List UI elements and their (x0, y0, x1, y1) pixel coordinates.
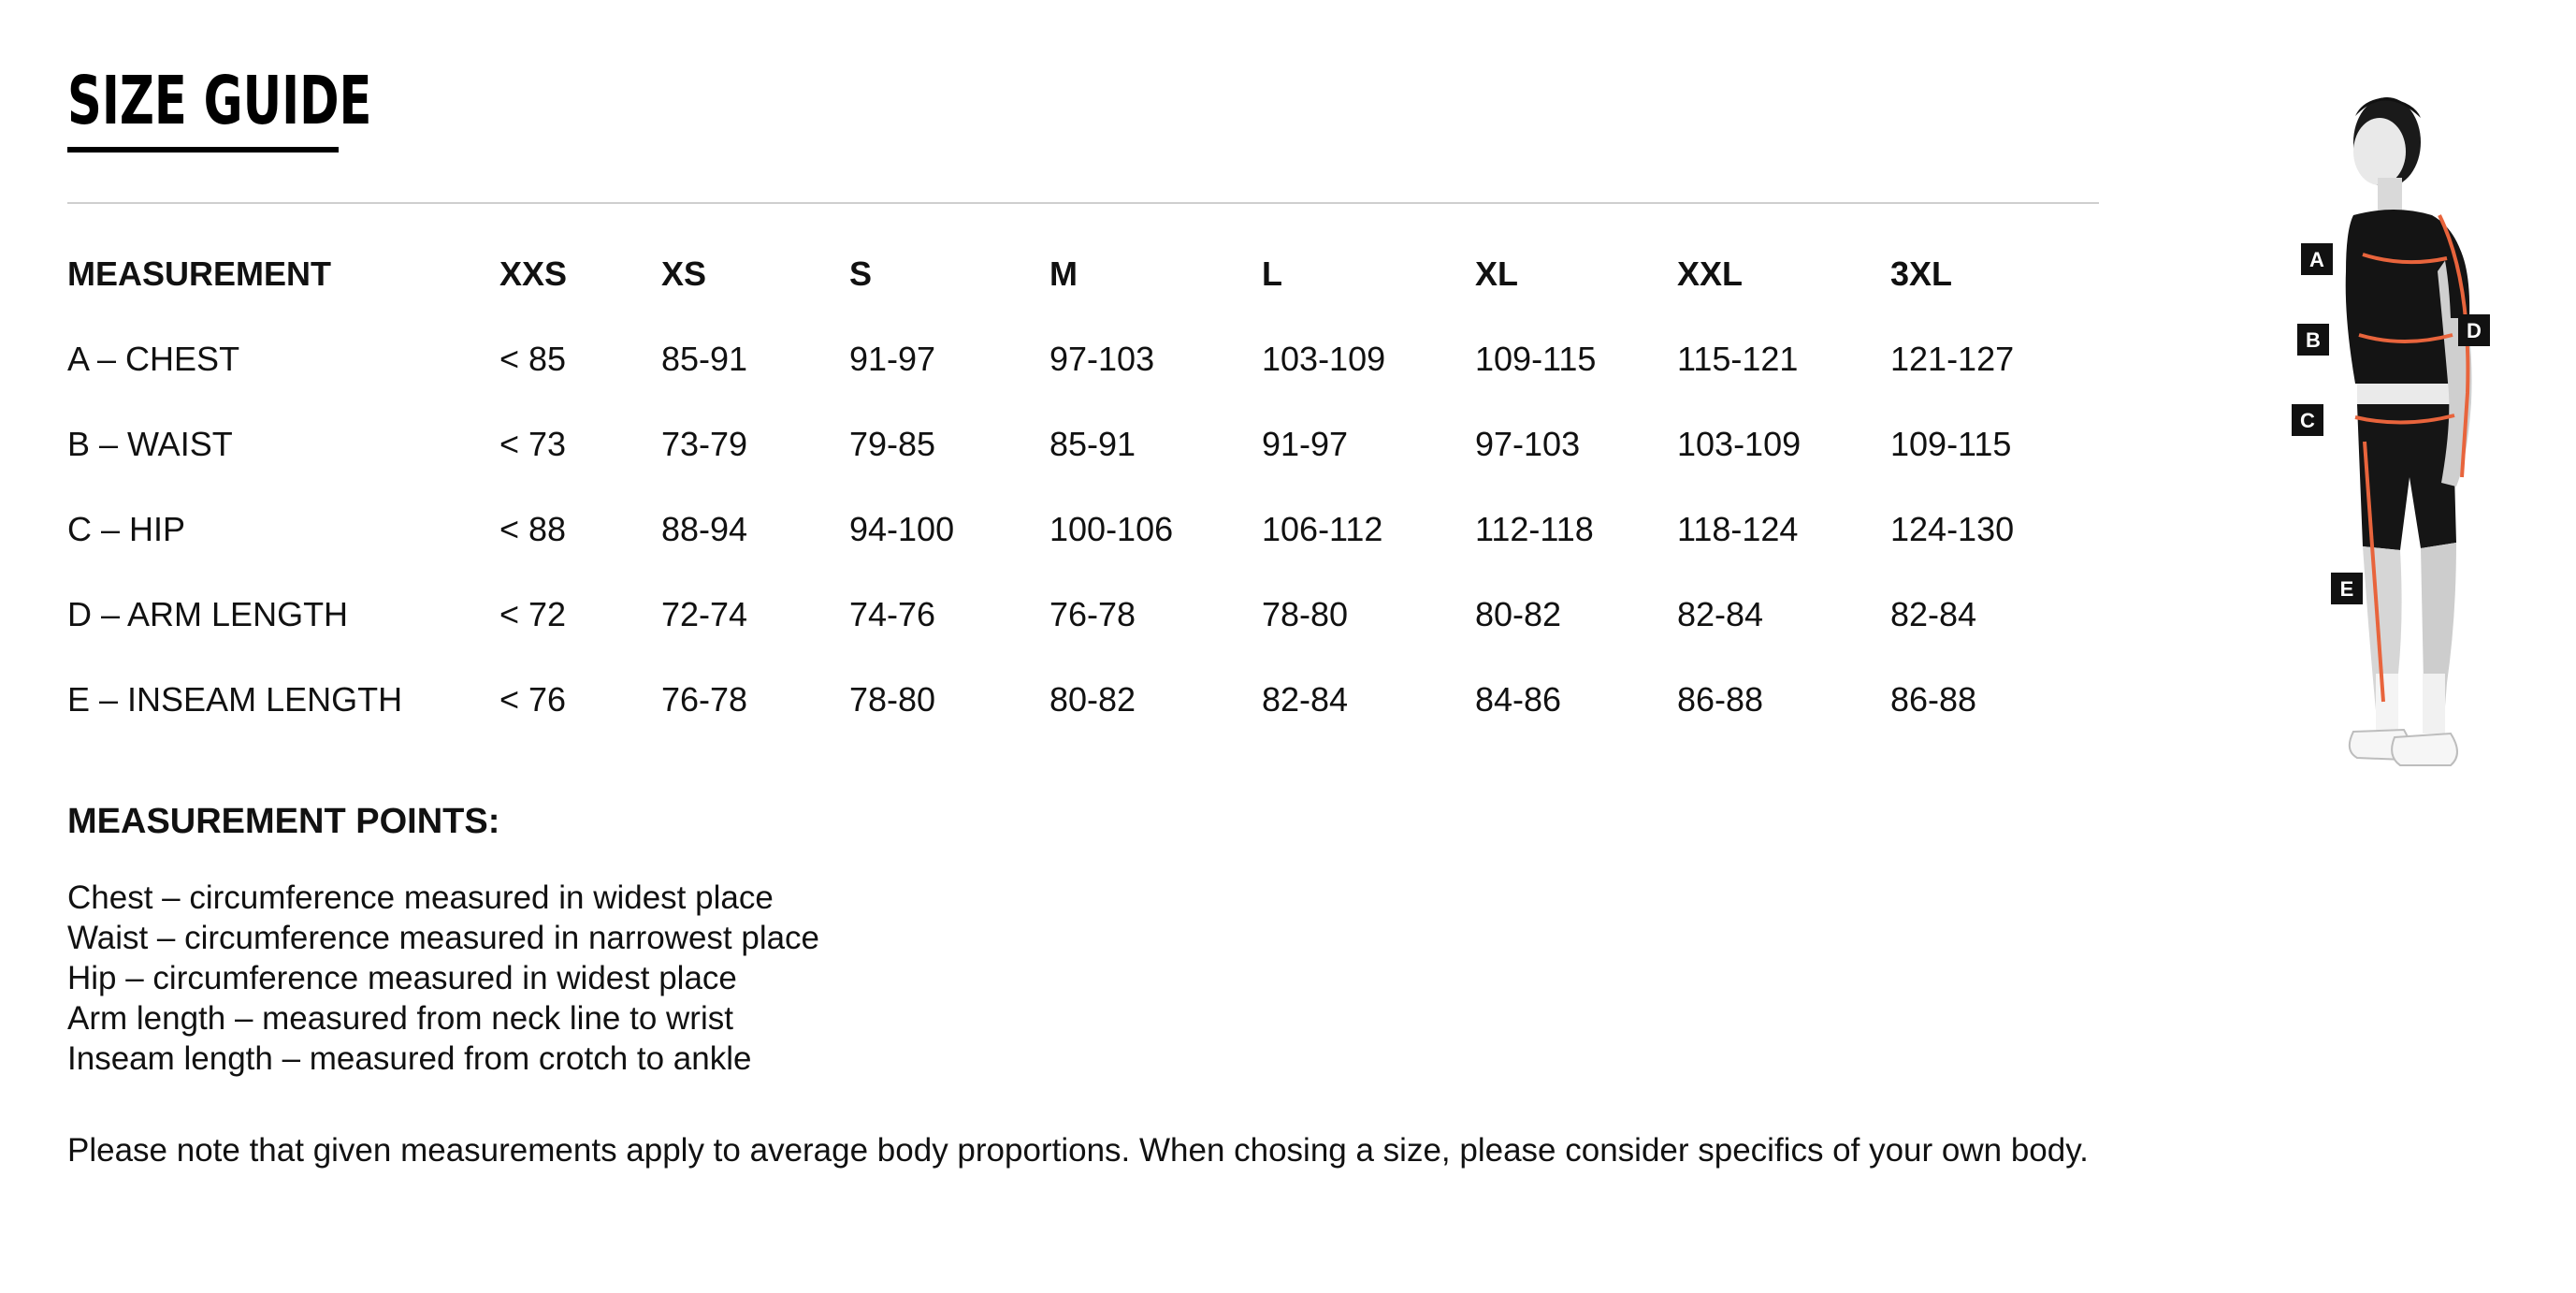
measurement-points-heading: MEASUREMENT POINTS: (67, 802, 500, 841)
size-table (67, 232, 2099, 742)
table-cell: 86-88 (1677, 679, 1764, 719)
fit-note: Please note that given measurements apply to average body proportions. When chosing a size, please consider specifics of your own body. (67, 1132, 2089, 1169)
marker-a: A (2309, 248, 2324, 271)
table-row (67, 487, 2099, 572)
body-measurement-figure (2170, 37, 2544, 805)
table-cell: 80-82 (1049, 679, 1136, 719)
table-cell: 91-97 (1262, 424, 1349, 463)
row-label: E – INSEAM LENGTH (67, 679, 403, 719)
marker-d: D (2467, 319, 2482, 342)
column-header: XXS (499, 254, 568, 293)
table-row (67, 401, 2099, 487)
table-cell: 86-88 (1890, 679, 1977, 719)
column-header: XXL (1677, 254, 1744, 293)
table-cell: 79-85 (849, 424, 936, 463)
table-cell: 118-124 (1677, 509, 1799, 548)
table-cell: 76-78 (1049, 594, 1136, 633)
table-cell: < 85 (499, 339, 567, 378)
list-item: Waist – circumference measured in narrowest place (67, 920, 820, 956)
table-cell: 72-74 (661, 594, 748, 633)
table-cell: < 88 (499, 509, 567, 548)
column-header: XS (661, 254, 707, 293)
list-item: Chest – circumference measured in widest place (67, 879, 774, 916)
column-header: 3XL (1890, 254, 1953, 293)
table-cell: < 72 (499, 594, 567, 633)
table-cell: 85-91 (1049, 424, 1136, 463)
marker-e: E (2339, 577, 2354, 601)
table-cell: 100-106 (1049, 509, 1174, 548)
table-cell: 91-97 (849, 339, 936, 378)
table-cell: 109-115 (1890, 424, 2012, 463)
table-cell: 82-84 (1262, 679, 1349, 719)
table-cell: 82-84 (1677, 594, 1764, 633)
table-cell: 76-78 (661, 679, 748, 719)
column-header: L (1262, 254, 1282, 293)
column-header: MEASUREMENT (67, 254, 332, 293)
list-item: Inseam length – measured from crotch to ankle (67, 1040, 752, 1077)
table-cell: 97-103 (1049, 339, 1155, 378)
table-cell: < 76 (499, 679, 567, 719)
table-cell: 97-103 (1475, 424, 1581, 463)
row-label: B – WAIST (67, 424, 233, 463)
table-row (67, 572, 2099, 657)
table-cell: 109-115 (1475, 339, 1597, 378)
row-label: D – ARM LENGTH (67, 594, 349, 633)
column-header: M (1049, 254, 1078, 293)
table-cell: 106-112 (1262, 509, 1383, 548)
table-cell: 84-86 (1475, 679, 1562, 719)
table-cell: < 73 (499, 424, 567, 463)
table-cell: 94-100 (849, 509, 955, 548)
measurement-points-list (67, 878, 819, 1079)
table-cell: 88-94 (661, 509, 748, 548)
list-item: Hip – circumference measured in widest place (67, 960, 737, 996)
title-underline (67, 147, 339, 153)
column-header: XL (1475, 254, 1519, 293)
table-cell: 124-130 (1890, 509, 2015, 548)
marker-b: B (2306, 328, 2321, 352)
row-label: C – HIP (67, 509, 186, 548)
table-cell: 73-79 (661, 424, 748, 463)
page-title: SIZE GUIDE (67, 62, 372, 139)
table-cell: 112-118 (1475, 509, 1594, 548)
table-header-row (67, 232, 2099, 316)
table-cell: 78-80 (849, 679, 936, 719)
row-label: A – CHEST (67, 339, 240, 378)
table-row (67, 316, 2099, 401)
table-cell: 103-109 (1262, 339, 1386, 378)
table-row (67, 657, 2099, 742)
table-cell: 103-109 (1677, 424, 1802, 463)
table-cell: 78-80 (1262, 594, 1349, 633)
table-cell: 80-82 (1475, 594, 1562, 633)
table-cell: 82-84 (1890, 594, 1977, 633)
table-cell: 115-121 (1677, 339, 1799, 378)
column-header: S (849, 254, 873, 293)
table-cell: 121-127 (1890, 339, 2015, 378)
table-cell: 85-91 (661, 339, 748, 378)
marker-c: C (2300, 409, 2315, 432)
list-item: Arm length – measured from neck line to wrist (67, 1000, 733, 1037)
divider (67, 202, 2099, 204)
table-cell: 74-76 (849, 594, 936, 633)
